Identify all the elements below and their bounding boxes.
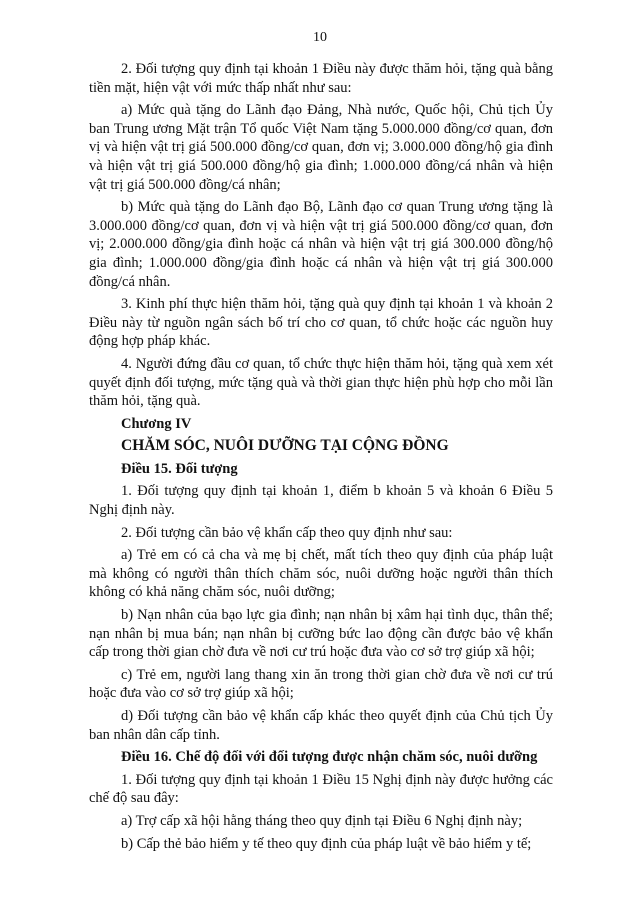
paragraph: c) Trẻ em, người lang thang xin ăn trong thời gian chờ đưa về nơi cư trú hoặc đưa vào cơ sở trợ giúp xã hội; [89, 666, 553, 702]
paragraph: 2. Đối tượng cần bảo vệ khẩn cấp theo quy định như sau: [121, 524, 453, 541]
paragraph: 4. Người đứng đầu cơ quan, tổ chức thực hiện thăm hỏi, tặng quà xem xét quyết định đối tượng, mức tặng quà và thời gian thực hiện phù hợp cho mỗi lần thăm hỏi, tặng quà. [89, 355, 553, 410]
paragraph: a) Trẻ em có cả cha và mẹ bị chết, mất tích theo quy định của pháp luật mà không có người thân thích chăm sóc, nuôi dưỡng hoặc người thân thích không có khả năng chăm sóc, nuôi dưỡng; [89, 547, 553, 601]
document-body [89, 60, 553, 857]
chapter-title: CHĂM SÓC, NUÔI DƯỠNG TẠI CỘNG ĐỒNG [121, 437, 449, 455]
article-16-heading: Điều 16. Chế độ đối với đối tượng được nhận chăm sóc, nuôi dưỡng [121, 749, 538, 766]
paragraph: 1. Đối tượng quy định tại khoản 1 Điều 15 Nghị định này được hưởng các chế độ sau đây: [89, 771, 553, 807]
paragraph: 2. Đối tượng quy định tại khoản 1 Điều này được thăm hỏi, tặng quà bằng tiền mặt, hiện vật với mức thấp nhất như sau: [89, 61, 553, 96]
paragraph: d) Đối tượng cần bảo vệ khẩn cấp khác theo quyết định của Chủ tịch Ủy ban nhân dân cấp tỉnh. [89, 708, 553, 743]
chapter-number: Chương IV [121, 415, 192, 432]
article-15-heading: Điều 15. Đối tượng [121, 460, 238, 477]
paragraph: a) Mức quà tặng do Lãnh đạo Đảng, Nhà nước, Quốc hội, Chủ tịch Ủy ban Trung ương Mặt trận Tổ quốc Việt Nam tặng 5.000.000 đồng/cơ quan, đơn vị và hiện vật trị giá 500.000 đồng/cơ quan, đơn vị; 3.000.000 đồng/hộ gia đình và hiện vật trị giá 500.000 đồng/hộ gia đình; 1.000.000 đồng/cá nhân và hiện vật trị giá 500.000 đồng/cá nhân; [89, 102, 553, 193]
paragraph: 3. Kinh phí thực hiện thăm hỏi, tặng quà quy định tại khoản 1 và khoản 2 Điều này từ nguồn ngân sách bố trí cho cơ quan, tổ chức hoặc các nguồn huy động hợp pháp khác. [89, 296, 553, 350]
paragraph: b) Nạn nhân của bạo lực gia đình; nạn nhân bị xâm hại tình dục, thân thể; nạn nhân bị mua bán; nạn nhân bị cưỡng bức lao động cần được bảo vệ khẩn cấp trong thời gian chờ đưa về nơi cư trú hoặc đưa vào cơ sở trợ giúp xã hội; [89, 607, 553, 661]
page-number: 10 [313, 30, 327, 45]
paragraph: b) Cấp thẻ bảo hiểm y tế theo quy định của pháp luật về bảo hiểm y tế; [121, 835, 532, 852]
paragraph: 1. Đối tượng quy định tại khoản 1, điểm b khoản 5 và khoản 6 Điều 5 Nghị định này. [89, 483, 553, 519]
paragraph: a) Trợ cấp xã hội hằng tháng theo quy định tại Điều 6 Nghị định này; [121, 812, 523, 829]
paragraph: b) Mức quà tặng do Lãnh đạo Bộ, Lãnh đạo cơ quan Trung ương tặng là 3.000.000 đồng/cơ quan, đơn vị và hiện vật trị giá 500.000 đồng/cơ quan, đơn vị; 2.000.000 đồng/gia đình hoặc cá nhân và hiện vật trị giá 300.000 đồng/hộ gia đình; 1.000.000 đồng/gia đình hoặc cá nhân và hiện vật trị giá 300.000 đồng/cá nhân. [89, 199, 553, 290]
